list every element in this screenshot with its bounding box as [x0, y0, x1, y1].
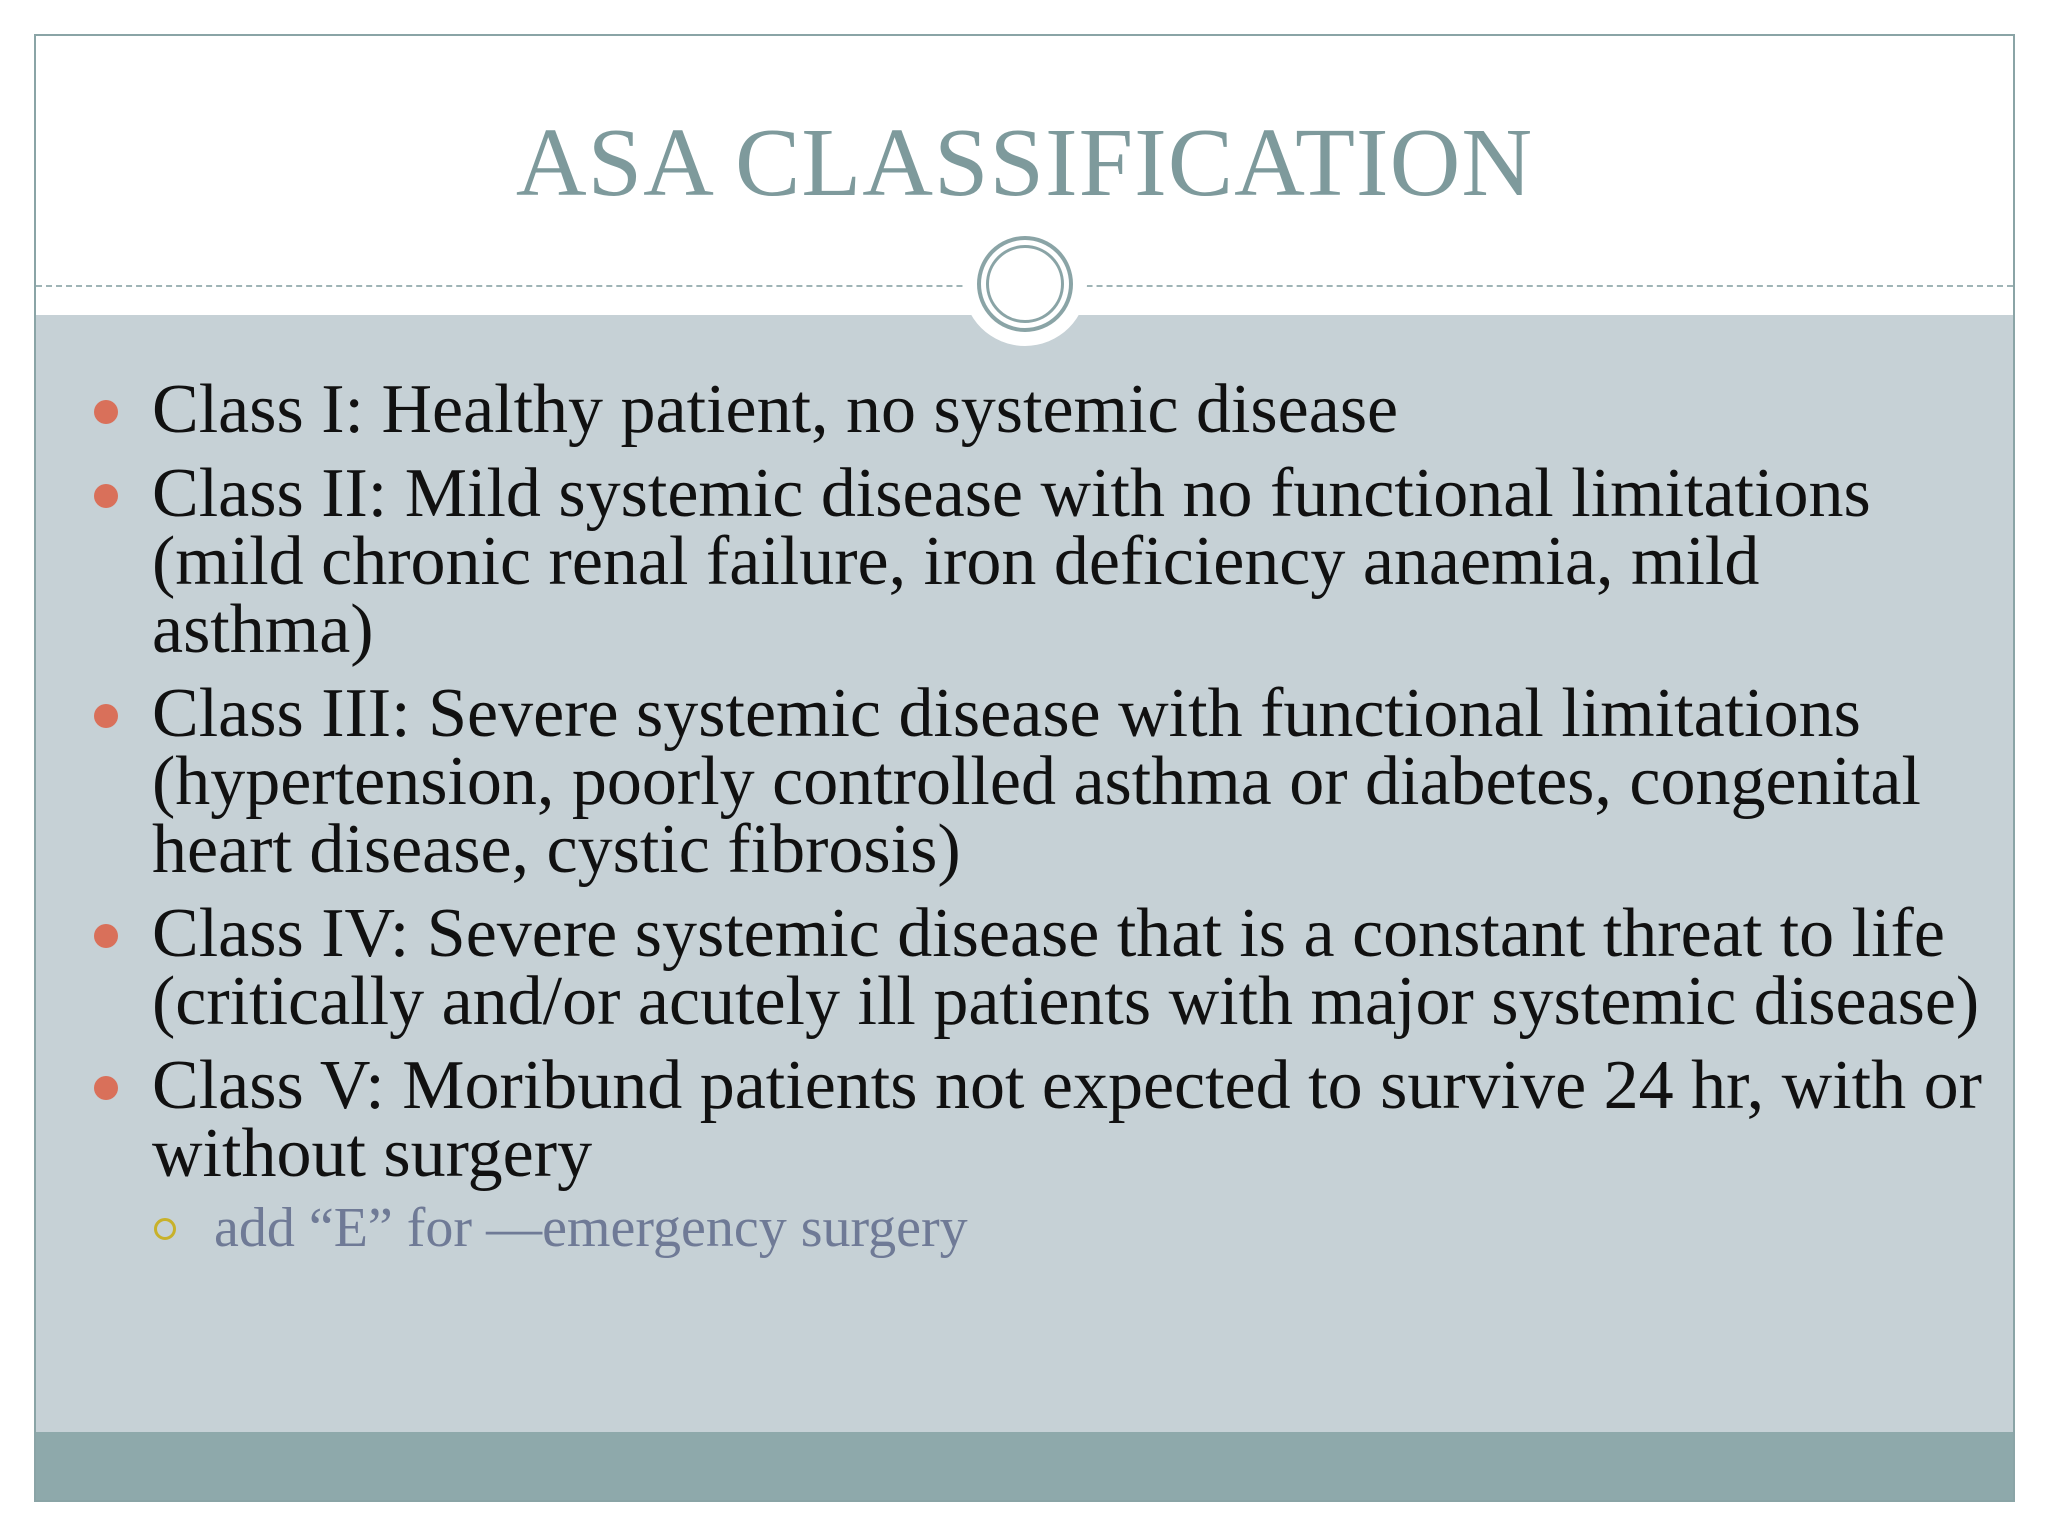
- bullet-class-4: [36, 895, 2013, 1040]
- bullet-text: Class III: Severe systemic disease with functional limitations (hypertension, poorly controlled asthma or diabetes, congenital heart disease, cystic fibrosis): [152, 675, 1921, 888]
- bullet-class-2: [36, 455, 2013, 668]
- bullet-dot-icon: [94, 1076, 118, 1100]
- sub-bullet-emergency: [36, 1198, 2013, 1258]
- bullet-dot-icon: [94, 484, 118, 508]
- bullet-text: Class IV: Severe systemic disease that is a constant threat to life (critically and/or acutely ill patients with major systemic disease): [152, 895, 1980, 1040]
- slide: [34, 34, 2015, 1502]
- bullet-class-5: [36, 1047, 2013, 1192]
- bullet-dot-icon: [94, 704, 118, 728]
- sub-bullet-text: add “E” for —emergency surgery: [214, 1197, 968, 1259]
- bullet-dot-icon: [94, 400, 118, 424]
- ring-inner: [986, 245, 1064, 323]
- ring-outer: [977, 236, 1073, 332]
- bullet-text: Class V: Moribund patients not expected to survive 24 hr, with or without surgery: [152, 1047, 1982, 1192]
- bullet-class-1: [36, 371, 2013, 448]
- bullet-text: Class II: Mild systemic disease with no functional limitations (mild chronic renal failure, iron deficiency anaemia, mild asthma): [152, 455, 1871, 668]
- bullet-dot-icon: [94, 924, 118, 948]
- bullet-class-3: [36, 675, 2013, 888]
- bullet-list: [36, 371, 2013, 1259]
- hollow-circle-icon: [154, 1218, 176, 1240]
- footer-band: [36, 1432, 2013, 1500]
- slide-title: ASA CLASSIFICATION: [515, 109, 1534, 217]
- bullet-text: Class I: Healthy patient, no systemic disease: [152, 371, 1399, 448]
- ring-ornament-icon: [963, 222, 1087, 346]
